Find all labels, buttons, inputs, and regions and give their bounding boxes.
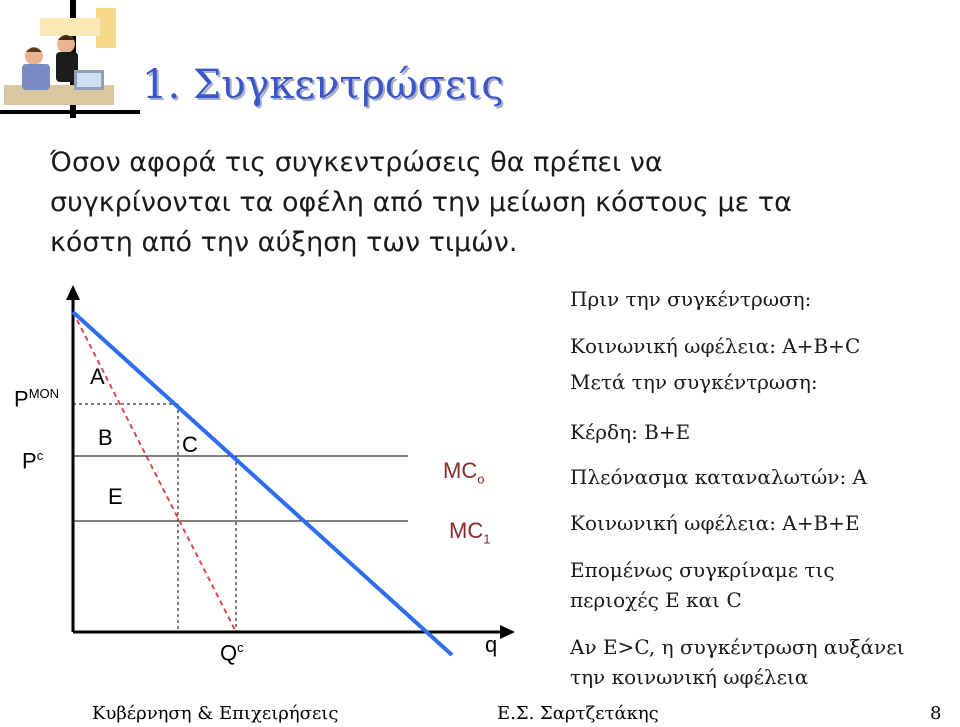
footer-course: Κυβέρνηση & Επιχειρήσεις: [92, 703, 339, 724]
label-mc0: [443, 458, 484, 486]
mc0-subscript: o: [477, 471, 485, 487]
y-axis-arrow: [66, 285, 80, 300]
note-before-merger: Πριν την συγκέντρωση:: [570, 287, 812, 311]
mc1-symbol: MC: [449, 518, 484, 543]
note-conclusion-line-2: την κοινωνική ωφέλεια: [570, 665, 809, 689]
p-c-symbol: P: [22, 448, 37, 474]
note-compare-line-2: περιοχές E και C: [570, 588, 742, 612]
label-area-e: E: [108, 484, 123, 509]
q-c-symbol: Q: [220, 640, 238, 666]
slide-title: 1. Συγκεντρώσεις: [142, 62, 504, 108]
x-axis-arrow: [500, 625, 515, 639]
mc0-symbol: MC: [443, 458, 478, 483]
label-q-axis: q: [485, 632, 498, 657]
label-area-c: C: [182, 432, 198, 457]
q-c-superscript: c: [237, 640, 244, 655]
p-c-superscript: c: [36, 448, 44, 463]
intro-line-1: Όσον αφορά τις συγκεντρώσεις θα πρέπει να: [50, 147, 663, 178]
label-p-mon: [14, 386, 59, 412]
note-welfare-after: Κοινωνική ωφέλεια: A+B+E: [570, 511, 860, 535]
note-after-merger: Μετά την συγκέντρωση:: [570, 370, 818, 394]
marginal-revenue-line: [73, 312, 236, 632]
note-profits: Κέρδη: B+E: [570, 420, 691, 444]
label-q-c: [220, 640, 244, 666]
note-welfare-before: Κοινωνική ωφέλεια: A+B+C: [570, 334, 861, 358]
p-mon-superscript: MON: [28, 386, 60, 401]
note-conclusion-line-1: Αν E>C, η συγκέντρωση αυξάνει: [570, 635, 905, 659]
note-compare-line-1: Επομένως συγκρίναμε τις: [570, 558, 835, 582]
label-area-b: B: [98, 425, 113, 450]
demand-line: [73, 312, 452, 655]
intro-line-3: κόστη από την αύξηση των τιμών.: [50, 227, 518, 258]
label-p-c: [22, 448, 43, 474]
label-area-a: A: [90, 364, 105, 389]
mc1-subscript: 1: [483, 531, 491, 547]
footer-author: Ε.Σ. Σαρτζετάκης: [497, 703, 659, 724]
note-consumer-surplus: Πλεόνασμα καταναλωτών: A: [570, 465, 867, 489]
p-mon-symbol: P: [14, 386, 29, 412]
footer-page-number: 8: [930, 703, 942, 724]
label-mc1: [449, 518, 490, 546]
intro-line-2: συγκρίνονται τα οφέλη από την μείωση κόστους με τα: [50, 187, 792, 218]
